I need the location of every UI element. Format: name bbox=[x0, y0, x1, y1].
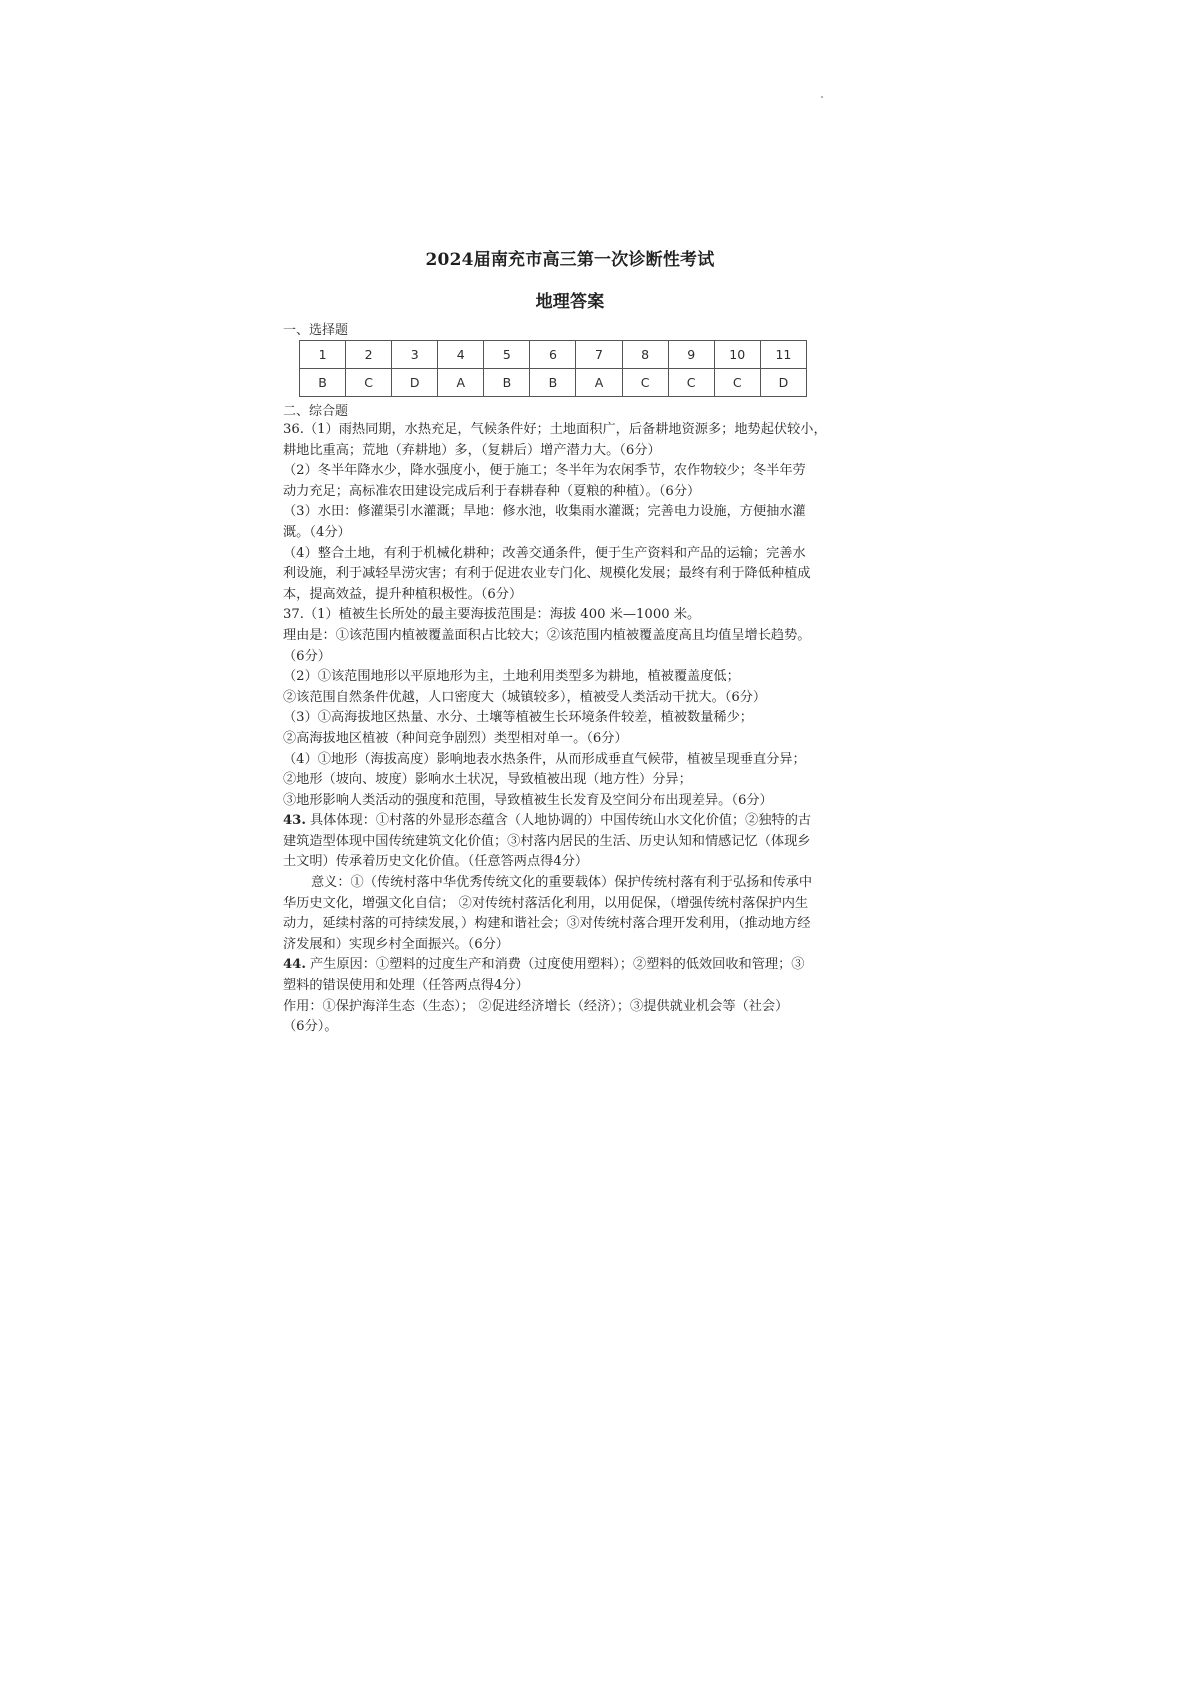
answer-letter: D bbox=[392, 369, 438, 397]
answer-line: 36.（1）雨热同期，水热充足，气候条件好；土地面积广，后备耕地资源多；地势起伏较小， bbox=[283, 422, 827, 437]
question-number: 1 bbox=[300, 341, 346, 369]
answer-letter: A bbox=[438, 369, 484, 397]
answer-text: 产生原因：①塑料的过度生产和消费（过度使用塑料）；②塑料的低效回收和管理；③ bbox=[309, 957, 805, 973]
answer-line: ③地形影响人类活动的强度和范围，导致植被生长发育及空间分布出现差异。（6分） bbox=[283, 792, 773, 808]
answer-table bbox=[299, 340, 807, 397]
question-number: 10 bbox=[714, 341, 760, 369]
answer-line: ②高海拔地区植被（种间竞争剧烈）类型相对单一。（6分） bbox=[283, 730, 628, 746]
question-number: 4 bbox=[438, 341, 484, 369]
answer-line: （4）①地形（海拔高度）影响地表水热条件，从而形成垂直气候带，植被呈现垂直分异； bbox=[283, 751, 806, 767]
answer-letter: C bbox=[346, 369, 392, 397]
answer-line: 利设施，利于减轻旱涝灾害；有利于促进农业专门化、规模化发展；最终有利于降低种植成 bbox=[283, 566, 811, 582]
answer-line: （2）①该范围地形以平原地形为主，土地利用类型多为耕地，植被覆盖度低； bbox=[283, 669, 740, 685]
question-number: 11 bbox=[760, 341, 806, 369]
answer-line: （3）①高海拔地区热量、水分、土壤等植被生长环境条件较差，植被数量稀少； bbox=[283, 710, 753, 726]
answer-line: 溉。（4分） bbox=[283, 524, 351, 540]
question-label: 44. bbox=[283, 957, 306, 973]
answer-line: 动力充足；高标准农田建设完成后利于春耕春种（夏粮的种植）。（6分） bbox=[283, 483, 701, 499]
answer-line: 土文明）传承着历史文化价值。（任意答两点得4分） bbox=[283, 854, 589, 870]
answer-line: 耕地比重高；荒地（弃耕地）多，（复耕后）增产潜力大。（6分） bbox=[283, 442, 661, 458]
answer-letter: C bbox=[622, 369, 668, 397]
question-number: 9 bbox=[668, 341, 714, 369]
answer-line: （4）整合土地，有利于机械化耕种；改善交通条件，便于生产资料和产品的运输；完善水 bbox=[283, 545, 806, 561]
answer-line: 济发展和）实现乡村全面振兴。（6分） bbox=[283, 936, 509, 952]
answer-line: （6分） bbox=[283, 648, 331, 664]
answer-text: 具体体现：①村落的外显形态蕴含（人地协调的）中国传统山水文化价值；②独特的古 bbox=[309, 813, 812, 829]
scan-mark bbox=[821, 96, 823, 98]
answer-line: （2）冬半年降水少，降水强度小，便于施工；冬半年为农闲季节，农作物较少；冬半年劳 bbox=[283, 463, 806, 479]
document-title: 2024届南充市高三第一次诊断性考试 bbox=[425, 250, 715, 270]
question-43 bbox=[283, 811, 843, 955]
answer-line: 华历史文化，增强文化自信； ②对传统村落活化利用，以用促保，（增强传统村落保护内生 bbox=[283, 895, 809, 911]
question-36 bbox=[283, 420, 843, 605]
question-37 bbox=[283, 605, 843, 811]
answer-letter: D bbox=[760, 369, 806, 397]
answer-letter: B bbox=[484, 369, 530, 397]
question-number: 5 bbox=[484, 341, 530, 369]
answer-line: 建筑造型体现中国传统建筑文化价值；③村落内居民的生活、历史认知和情感记忆（体现乡 bbox=[283, 833, 811, 849]
question-number: 8 bbox=[622, 341, 668, 369]
question-number: 7 bbox=[576, 341, 622, 369]
section-heading-choice: 一、选择题 bbox=[283, 323, 349, 338]
answer-letter: A bbox=[576, 369, 622, 397]
answer-body bbox=[283, 420, 843, 1038]
answer-line: （3）水田：修灌渠引水灌溉；旱地：修水池，收集雨水灌溉；完善电力设施，方便抽水灌 bbox=[283, 504, 806, 520]
document-subtitle: 地理答案 bbox=[535, 292, 605, 312]
answer-line: 本，提高效益，提升种植积极性。（6分） bbox=[283, 586, 523, 602]
answer-line: ②地形（坡向、坡度）影响水土状况，导致植被出现（地方性）分异； bbox=[283, 772, 692, 788]
section-heading-comprehensive: 二、综合题 bbox=[283, 404, 349, 419]
answer-letter: C bbox=[714, 369, 760, 397]
question-44 bbox=[283, 955, 843, 1037]
answer-line: 37.（1）植被生长所处的最主要海拔范围是：海拔 400 米—1000 米。 bbox=[283, 607, 701, 623]
answer-letter: B bbox=[530, 369, 576, 397]
answer-line: 理由是：①该范围内植被覆盖面积占比较大；②该范围内植被覆盖度高且均值呈增长趋势。 bbox=[283, 627, 811, 643]
question-number: 6 bbox=[530, 341, 576, 369]
answer-line: ②该范围自然条件优越，人口密度大（城镇较多），植被受人类活动干扰大。（6分） bbox=[283, 689, 767, 705]
answer-table-number-row bbox=[300, 341, 807, 369]
question-label: 43. bbox=[283, 813, 306, 829]
answer-line bbox=[283, 955, 843, 976]
question-number: 3 bbox=[392, 341, 438, 369]
answer-letter: C bbox=[668, 369, 714, 397]
answer-line bbox=[283, 811, 843, 832]
answer-table-answer-row bbox=[300, 369, 807, 397]
question-number: 2 bbox=[346, 341, 392, 369]
answer-line: 塑料的错误使用和处理（任答两点得4分） bbox=[283, 978, 529, 994]
answer-line: 作用：①保护海洋生态（生态）； ②促进经济增长（经济）；③提供就业机会等（社会） bbox=[283, 998, 789, 1014]
answer-letter: B bbox=[300, 369, 346, 397]
answer-line: （6分）。 bbox=[283, 1019, 338, 1035]
answer-line: 意义：①（传统村落中华优秀传统文化的重要载体）保护传统村落有利于弘扬和传承中 bbox=[311, 875, 813, 891]
answer-line: 动力，延续村落的可持续发展，）构建和谐社会；③对传统村落合理开发利用，（推动地方经 bbox=[283, 916, 811, 932]
